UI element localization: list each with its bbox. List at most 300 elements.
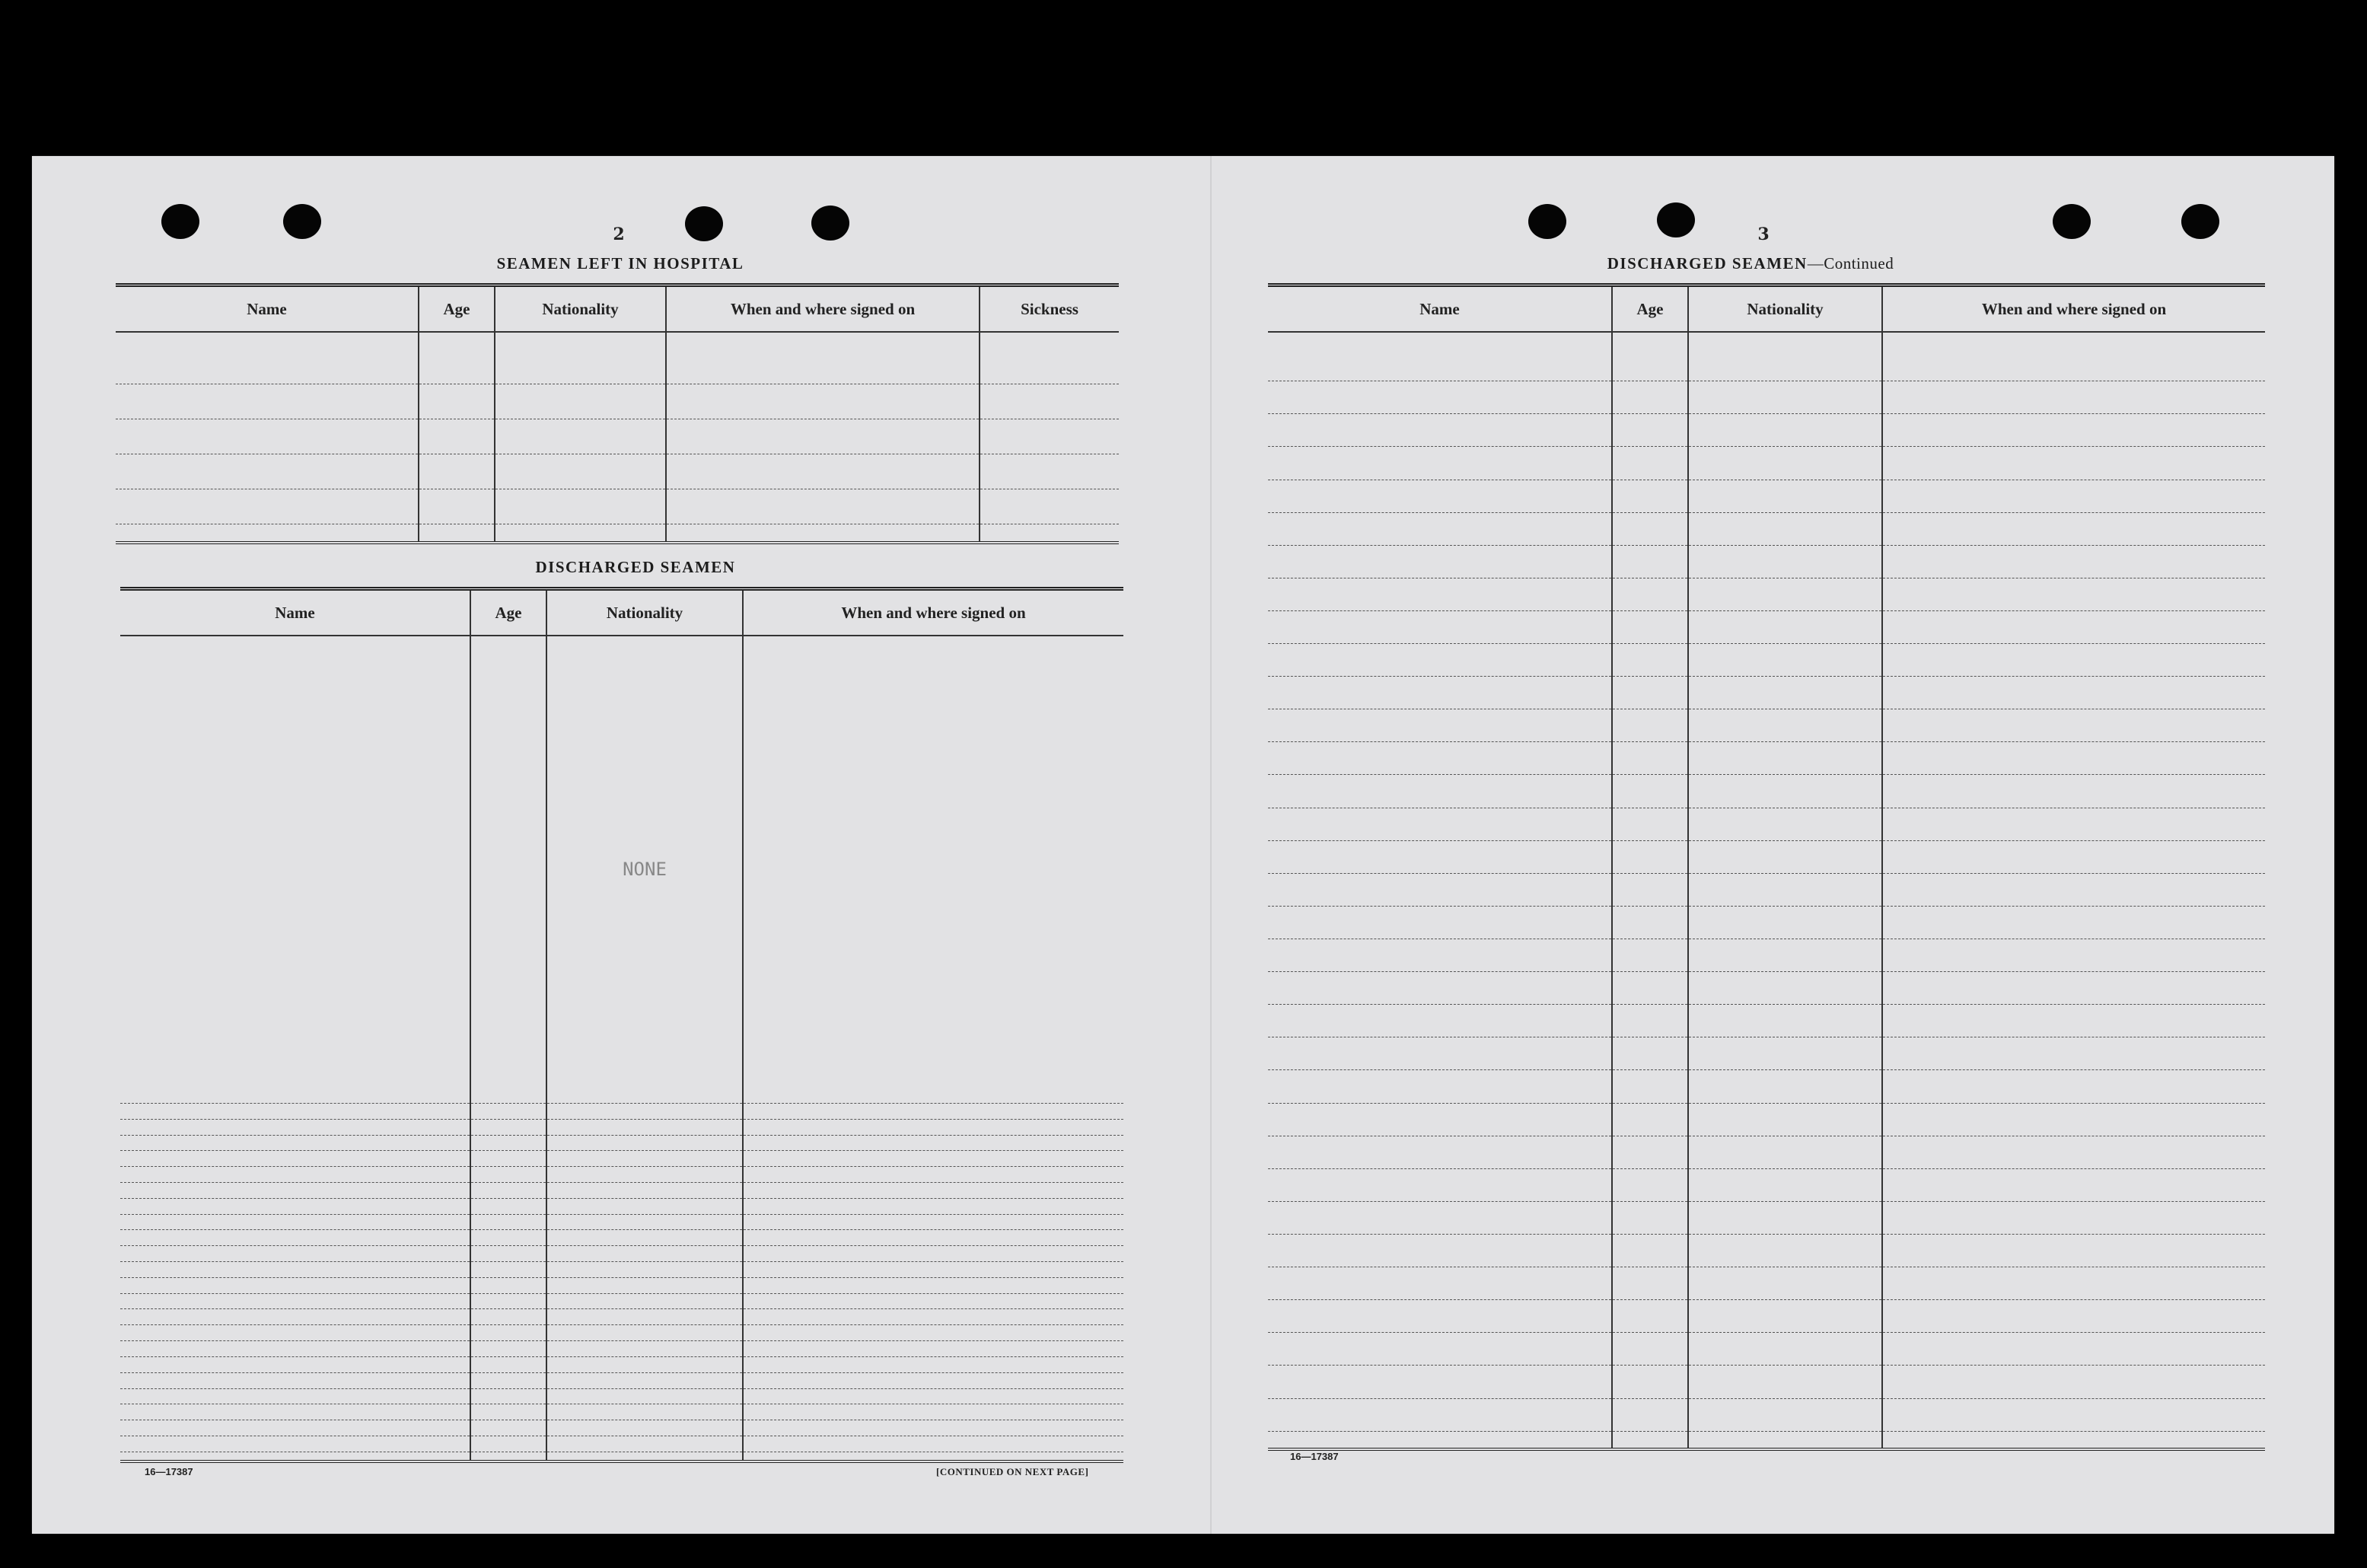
table-row xyxy=(120,1103,1123,1119)
table-cell xyxy=(470,1277,546,1293)
table-cell xyxy=(120,1452,470,1460)
table-row xyxy=(120,1420,1123,1436)
table-cell xyxy=(1612,414,1688,447)
table-cell xyxy=(1612,742,1688,775)
column-header: Name xyxy=(1268,287,1612,332)
table-cell xyxy=(1688,381,1882,414)
table-row xyxy=(120,1341,1123,1357)
table-row xyxy=(1268,1037,2265,1070)
table-row xyxy=(120,1119,1123,1135)
table-cell xyxy=(1612,1070,1688,1103)
table-row xyxy=(120,1293,1123,1309)
binder-hole-icon xyxy=(811,206,849,241)
table-cell xyxy=(1268,775,1612,808)
table-row xyxy=(120,1309,1123,1325)
table-cell xyxy=(116,384,419,419)
table-cell xyxy=(546,1119,743,1135)
table-row xyxy=(1268,332,2265,381)
table-cell xyxy=(470,1420,546,1436)
table-cell xyxy=(1688,677,1882,709)
table-cell xyxy=(1882,939,2265,972)
table-cell xyxy=(743,1293,1123,1309)
table-cell xyxy=(1688,447,1882,480)
table-cell xyxy=(1882,1366,2265,1398)
column-header: When and where signed on xyxy=(1882,287,2265,332)
column-header: When and where signed on xyxy=(666,287,980,332)
table-cell xyxy=(1612,1005,1688,1037)
table-cell xyxy=(120,1198,470,1214)
table-cell xyxy=(1268,972,1612,1005)
table-cell xyxy=(1612,939,1688,972)
table-row xyxy=(120,1277,1123,1293)
table-cell xyxy=(1268,1070,1612,1103)
table-cell xyxy=(1882,1005,2265,1037)
table-row xyxy=(1268,1300,2265,1333)
table-cell xyxy=(120,1277,470,1293)
column-header: When and where signed on xyxy=(743,591,1123,636)
table-cell xyxy=(546,1151,743,1167)
table-cell xyxy=(470,1309,546,1325)
table-cell xyxy=(743,1198,1123,1214)
table-cell xyxy=(120,1246,470,1262)
table-cell xyxy=(1612,1300,1688,1333)
table-row xyxy=(1268,545,2265,578)
table-cell xyxy=(546,1103,743,1119)
table-row xyxy=(120,1230,1123,1246)
table-cell xyxy=(1688,644,1882,677)
table-cell xyxy=(120,1135,470,1151)
table-cell xyxy=(1688,972,1882,1005)
table-cell xyxy=(1268,644,1612,677)
table-cell xyxy=(1268,1103,1612,1136)
table-cell xyxy=(1882,610,2265,643)
table-cell xyxy=(743,1325,1123,1341)
table-cell xyxy=(1882,480,2265,512)
table-cell xyxy=(1612,332,1688,381)
table-row xyxy=(1268,1005,2265,1037)
table-row xyxy=(1268,1070,2265,1103)
table-cell xyxy=(1612,1201,1688,1234)
table-cell xyxy=(546,1388,743,1404)
table-cell xyxy=(1882,414,2265,447)
table-cell xyxy=(120,1436,470,1452)
table-row xyxy=(1268,512,2265,545)
discharged-continued-suffix: —Continued xyxy=(1807,254,1894,272)
table-cell xyxy=(120,1214,470,1230)
table-cell xyxy=(546,1452,743,1460)
table-row xyxy=(1268,381,2265,414)
table-cell xyxy=(120,1103,470,1119)
table-cell xyxy=(1688,1267,1882,1300)
table-cell xyxy=(120,1341,470,1357)
table-row xyxy=(1268,972,2265,1005)
table-cell xyxy=(1612,1267,1688,1300)
table-cell xyxy=(1882,447,2265,480)
table-cell xyxy=(495,419,666,454)
table-cell xyxy=(1268,1005,1612,1037)
table-cell xyxy=(470,1436,546,1452)
table-cell xyxy=(495,384,666,419)
table-cell xyxy=(546,1182,743,1198)
table-cell xyxy=(1882,1136,2265,1168)
table-cell xyxy=(743,1135,1123,1151)
table-cell xyxy=(1612,1333,1688,1366)
table-cell xyxy=(546,1214,743,1230)
table-cell xyxy=(1688,1398,1882,1431)
table-cell xyxy=(546,1167,743,1183)
table-cell xyxy=(1882,1037,2265,1070)
table-row xyxy=(1268,1398,2265,1431)
table-row xyxy=(120,1452,1123,1460)
table-cell xyxy=(743,1309,1123,1325)
table-cell xyxy=(1612,677,1688,709)
table-cell xyxy=(120,1151,470,1167)
table-cell xyxy=(419,332,495,384)
table-cell xyxy=(1268,1201,1612,1234)
table-cell xyxy=(1268,1136,1612,1168)
table-cell xyxy=(1268,906,1612,939)
table-cell xyxy=(1688,1431,1882,1448)
table-cell xyxy=(1268,939,1612,972)
table-cell xyxy=(546,1341,743,1357)
table-cell xyxy=(546,1135,743,1151)
table-cell xyxy=(1268,1366,1612,1398)
table-cell xyxy=(1688,1136,1882,1168)
table-cell xyxy=(1882,840,2265,873)
table-row xyxy=(1268,1366,2265,1398)
table-cell xyxy=(120,1404,470,1420)
table-cell xyxy=(1688,1005,1882,1037)
table-row xyxy=(120,1182,1123,1198)
table-cell xyxy=(1882,1333,2265,1366)
table-cell xyxy=(1882,1398,2265,1431)
continued-note: [CONTINUED ON NEXT PAGE] xyxy=(936,1466,1089,1477)
table-cell xyxy=(470,1325,546,1341)
table-cell xyxy=(1882,1103,2265,1136)
table-cell xyxy=(1688,578,1882,610)
table-cell xyxy=(1688,1333,1882,1366)
table-cell xyxy=(1882,1201,2265,1234)
table-cell xyxy=(743,1262,1123,1278)
page-fold xyxy=(1210,156,1212,1534)
table-cell: NONE xyxy=(546,636,743,1103)
table-cell xyxy=(470,1214,546,1230)
table-cell xyxy=(495,524,666,541)
table-cell xyxy=(743,1277,1123,1293)
table-cell xyxy=(546,1420,743,1436)
table-row xyxy=(1268,578,2265,610)
table-cell xyxy=(743,1420,1123,1436)
table-cell xyxy=(666,332,980,384)
table-cell xyxy=(470,1167,546,1183)
table-row xyxy=(1268,644,2265,677)
table-cell xyxy=(116,454,419,489)
table-cell xyxy=(470,1404,546,1420)
table-cell xyxy=(1882,906,2265,939)
table-cell xyxy=(546,1230,743,1246)
table-row xyxy=(1268,610,2265,643)
table-cell xyxy=(546,1262,743,1278)
table-row xyxy=(116,419,1119,454)
table-cell xyxy=(1882,972,2265,1005)
table-row xyxy=(116,384,1119,419)
table-row xyxy=(1268,775,2265,808)
table-cell xyxy=(1882,742,2265,775)
table-cell xyxy=(1688,480,1882,512)
table-cell xyxy=(1612,1103,1688,1136)
table-row xyxy=(1268,1168,2265,1201)
table-cell xyxy=(546,1309,743,1325)
table-cell xyxy=(743,636,1123,1103)
column-header: Name xyxy=(120,591,470,636)
table-cell xyxy=(1882,644,2265,677)
table-row xyxy=(120,1404,1123,1420)
table-cell xyxy=(120,1262,470,1278)
table-cell xyxy=(1612,1398,1688,1431)
table-cell xyxy=(1268,414,1612,447)
discharged-continued-title xyxy=(1267,254,2234,273)
table-cell xyxy=(1882,677,2265,709)
table-cell xyxy=(1882,1300,2265,1333)
table-cell xyxy=(546,1356,743,1372)
table-cell xyxy=(1268,381,1612,414)
table-cell xyxy=(495,489,666,524)
table-cell xyxy=(1612,578,1688,610)
table-cell xyxy=(1268,1267,1612,1300)
table-cell xyxy=(546,1436,743,1452)
table-row xyxy=(1268,414,2265,447)
table-cell xyxy=(1688,1070,1882,1103)
table-cell xyxy=(1688,1201,1882,1234)
table-cell xyxy=(546,1372,743,1388)
discharged-section-title: DISCHARGED SEAMEN xyxy=(535,558,736,576)
table-cell xyxy=(1688,1168,1882,1201)
table-cell xyxy=(419,419,495,454)
column-header: Nationality xyxy=(546,591,743,636)
table-cell xyxy=(1688,775,1882,808)
table-cell xyxy=(743,1167,1123,1183)
table-cell xyxy=(120,1182,470,1198)
table-cell xyxy=(1612,545,1688,578)
table-cell xyxy=(1612,840,1688,873)
table-cell xyxy=(980,489,1119,524)
table-cell xyxy=(666,454,980,489)
table-cell xyxy=(120,1167,470,1183)
table-row xyxy=(1268,1201,2265,1234)
table-cell xyxy=(470,1119,546,1135)
table-cell xyxy=(120,1372,470,1388)
table-cell xyxy=(1882,808,2265,840)
table-cell xyxy=(1882,578,2265,610)
table-row xyxy=(120,1436,1123,1452)
form-code-left: 16—17387 xyxy=(145,1466,193,1477)
table-cell xyxy=(419,489,495,524)
table-cell xyxy=(1612,381,1688,414)
table-row xyxy=(116,524,1119,541)
table-cell xyxy=(743,1372,1123,1388)
table-cell xyxy=(743,1388,1123,1404)
table-cell xyxy=(470,1293,546,1309)
table-cell xyxy=(1268,709,1612,742)
table-cell xyxy=(470,1372,546,1388)
table-cell xyxy=(743,1119,1123,1135)
table-cell xyxy=(666,384,980,419)
table-cell xyxy=(546,1277,743,1293)
table-cell xyxy=(1688,1300,1882,1333)
table-cell xyxy=(980,454,1119,489)
table-cell xyxy=(120,1420,470,1436)
column-header: Sickness xyxy=(980,287,1119,332)
column-header: Nationality xyxy=(1688,287,1882,332)
discharged-table xyxy=(120,587,1123,1463)
table-cell xyxy=(116,489,419,524)
discharged-continued-title-main: DISCHARGED SEAMEN xyxy=(1607,254,1808,272)
table-cell xyxy=(1882,1168,2265,1201)
table-row xyxy=(120,1135,1123,1151)
binder-hole-icon xyxy=(1528,204,1566,239)
table-cell xyxy=(1612,808,1688,840)
table-cell xyxy=(1268,1037,1612,1070)
table-cell xyxy=(1268,1431,1612,1448)
discharged-continued-table xyxy=(1268,283,2265,1451)
table-row xyxy=(120,1167,1123,1183)
table-cell xyxy=(546,1404,743,1420)
hospital-table xyxy=(116,283,1119,544)
table-row xyxy=(1268,447,2265,480)
table-cell xyxy=(743,1151,1123,1167)
table-cell xyxy=(120,1119,470,1135)
table-cell xyxy=(1268,332,1612,381)
table-cell xyxy=(1882,1070,2265,1103)
binder-hole-icon xyxy=(161,204,199,239)
table-cell xyxy=(120,1309,470,1325)
table-row xyxy=(120,1262,1123,1278)
table-cell xyxy=(470,1388,546,1404)
table-cell xyxy=(1268,610,1612,643)
table-cell xyxy=(1268,840,1612,873)
table-cell xyxy=(1612,480,1688,512)
table-cell xyxy=(1688,1037,1882,1070)
table-cell xyxy=(1688,808,1882,840)
table-row xyxy=(1268,1333,2265,1366)
table-cell xyxy=(1688,610,1882,643)
table-cell xyxy=(120,1325,470,1341)
table-row xyxy=(1268,742,2265,775)
binder-hole-icon xyxy=(685,206,723,241)
table-cell xyxy=(1612,1431,1688,1448)
table-row xyxy=(116,489,1119,524)
table-row xyxy=(1268,1103,2265,1136)
table-cell xyxy=(419,524,495,541)
table-cell xyxy=(1268,677,1612,709)
table-cell xyxy=(1612,1037,1688,1070)
table-cell xyxy=(470,1135,546,1151)
table-cell xyxy=(470,1182,546,1198)
table-row xyxy=(120,1372,1123,1388)
table-cell xyxy=(470,1230,546,1246)
table-cell xyxy=(470,1103,546,1119)
table-cell xyxy=(743,1404,1123,1420)
table-cell xyxy=(470,1356,546,1372)
table-cell xyxy=(1882,381,2265,414)
table-row xyxy=(1268,808,2265,840)
table-row xyxy=(120,1388,1123,1404)
table-cell xyxy=(1688,906,1882,939)
table-cell xyxy=(1268,578,1612,610)
table-cell xyxy=(1268,1333,1612,1366)
table-cell xyxy=(495,454,666,489)
table-cell xyxy=(980,419,1119,454)
table-cell xyxy=(1268,480,1612,512)
table-cell xyxy=(1882,775,2265,808)
table-cell xyxy=(1612,1168,1688,1201)
table-cell xyxy=(546,1198,743,1214)
column-header: Age xyxy=(470,591,546,636)
table-cell xyxy=(1612,709,1688,742)
table-cell xyxy=(743,1341,1123,1357)
table-cell xyxy=(1268,808,1612,840)
table-cell xyxy=(120,636,470,1103)
table-row xyxy=(1268,677,2265,709)
table-row xyxy=(1268,1136,2265,1168)
page-number-left: 2 xyxy=(613,225,625,244)
table-row xyxy=(120,636,1123,1103)
table-cell xyxy=(1688,840,1882,873)
table-cell xyxy=(1268,447,1612,480)
table-cell xyxy=(743,1182,1123,1198)
table-cell xyxy=(1268,1235,1612,1267)
column-header: Name xyxy=(116,287,419,332)
table-cell xyxy=(546,1293,743,1309)
table-cell xyxy=(980,332,1119,384)
table-cell xyxy=(470,1341,546,1357)
table-row xyxy=(120,1151,1123,1167)
table-cell xyxy=(470,1198,546,1214)
table-cell xyxy=(743,1246,1123,1262)
table-cell xyxy=(980,384,1119,419)
table-row xyxy=(1268,1267,2265,1300)
table-cell xyxy=(1688,742,1882,775)
table-cell xyxy=(1612,1136,1688,1168)
table-cell xyxy=(1688,512,1882,545)
table-cell xyxy=(116,524,419,541)
table-cell xyxy=(1882,1235,2265,1267)
table-cell xyxy=(1612,906,1688,939)
table-cell xyxy=(1612,610,1688,643)
table-cell xyxy=(1268,512,1612,545)
table-cell xyxy=(743,1452,1123,1460)
table-cell xyxy=(666,524,980,541)
column-header: Age xyxy=(419,287,495,332)
page-number-right: 3 xyxy=(1757,225,1770,244)
table-cell xyxy=(470,1262,546,1278)
table-cell xyxy=(1882,1431,2265,1448)
table-cell xyxy=(1612,644,1688,677)
table-row xyxy=(1268,840,2265,873)
binder-hole-icon xyxy=(1657,202,1695,237)
table-cell xyxy=(1612,873,1688,906)
table-cell xyxy=(743,1436,1123,1452)
table-cell xyxy=(1268,1398,1612,1431)
table-cell xyxy=(743,1356,1123,1372)
table-cell xyxy=(1688,873,1882,906)
table-row xyxy=(1268,939,2265,972)
table-row xyxy=(1268,480,2265,512)
table-row xyxy=(1268,873,2265,906)
table-cell xyxy=(546,1246,743,1262)
table-cell xyxy=(470,636,546,1103)
table-cell xyxy=(419,454,495,489)
